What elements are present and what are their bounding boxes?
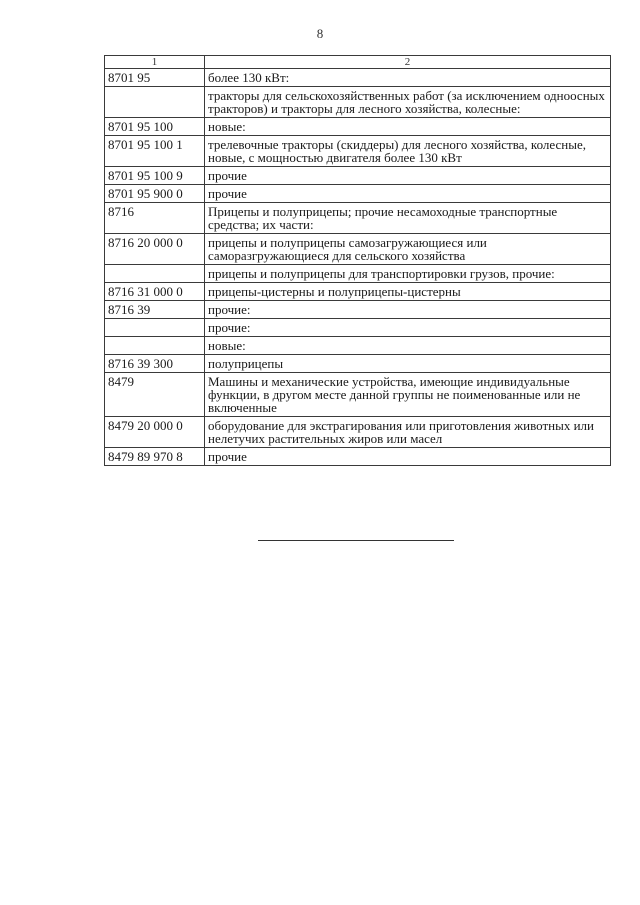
table-row: [105, 355, 611, 373]
description-cell: прочие: [205, 448, 611, 466]
tnved-code-cell: 8701 95 100: [105, 118, 205, 136]
tnved-code-cell: 8479: [105, 373, 205, 417]
table-row: [105, 87, 611, 118]
table-header-row: [105, 56, 611, 69]
table-body: [105, 69, 611, 466]
tnved-code-cell: 8716 31 000 0: [105, 283, 205, 301]
table-row: [105, 319, 611, 337]
description-cell: тракторы для сельскохозяйственных работ (за исключением одноосных тракторов) и тракторы для лесного хозяйства, колесные:: [205, 87, 611, 118]
table-row: [105, 69, 611, 87]
description-cell: трелевочные тракторы (скиддеры) для лесного хозяйства, колесные, новые, с мощностью двигателя более 130 кВт: [205, 136, 611, 167]
tnved-code-cell: 8716 39: [105, 301, 205, 319]
table-row: [105, 167, 611, 185]
tnved-code-cell: 8479 89 970 8: [105, 448, 205, 466]
description-cell: прочие:: [205, 319, 611, 337]
description-cell: оборудование для экстрагирования или приготовления животных или нелетучих растительных жиров или масел: [205, 417, 611, 448]
column-header-2: 2: [205, 56, 611, 69]
tnved-code-cell: 8716 39 300: [105, 355, 205, 373]
description-cell: прицепы-цистерны и полуприцепы-цистерны: [205, 283, 611, 301]
description-cell: прочие:: [205, 301, 611, 319]
page-number: 8: [316, 26, 324, 41]
table-row: [105, 136, 611, 167]
description-cell: Машины и механические устройства, имеющие индивидуальные функции, в другом месте данной группы не поименованные или не включенные: [205, 373, 611, 417]
table-row: [105, 234, 611, 265]
tnved-code-cell: 8701 95 900 0: [105, 185, 205, 203]
tnved-code-cell: [105, 319, 205, 337]
table-row: [105, 337, 611, 355]
description-cell: Прицепы и полуприцепы; прочие несамоходные транспортные средства; их части:: [205, 203, 611, 234]
description-cell: прицепы и полуприцепы для транспортировки грузов, прочие:: [205, 265, 611, 283]
description-cell: новые:: [205, 337, 611, 355]
description-cell: прочие: [205, 185, 611, 203]
goods-code-table: [104, 55, 611, 466]
table-row: [105, 448, 611, 466]
table-row: [105, 265, 611, 283]
table-row: [105, 185, 611, 203]
tnved-code-cell: 8701 95 100 1: [105, 136, 205, 167]
tnved-code-cell: 8701 95 100 9: [105, 167, 205, 185]
table-row: [105, 283, 611, 301]
table-row: [105, 118, 611, 136]
table-row: [105, 373, 611, 417]
description-cell: новые:: [205, 118, 611, 136]
tnved-code-cell: 8716 20 000 0: [105, 234, 205, 265]
column-header-1: 1: [105, 56, 205, 69]
tnved-code-cell: [105, 337, 205, 355]
table-row: [105, 417, 611, 448]
table-row: [105, 301, 611, 319]
tnved-code-cell: 8716: [105, 203, 205, 234]
tnved-code-cell: 8479 20 000 0: [105, 417, 205, 448]
tnved-code-cell: [105, 87, 205, 118]
tnved-code-cell: [105, 265, 205, 283]
description-cell: более 130 кВт:: [205, 69, 611, 87]
description-cell: прицепы и полуприцепы самозагружающиеся или саморазгружающиеся для сельского хозяйства: [205, 234, 611, 265]
description-cell: полуприцепы: [205, 355, 611, 373]
description-cell: прочие: [205, 167, 611, 185]
table-row: [105, 203, 611, 234]
footer-divider: [258, 540, 454, 541]
tnved-code-cell: 8701 95: [105, 69, 205, 87]
